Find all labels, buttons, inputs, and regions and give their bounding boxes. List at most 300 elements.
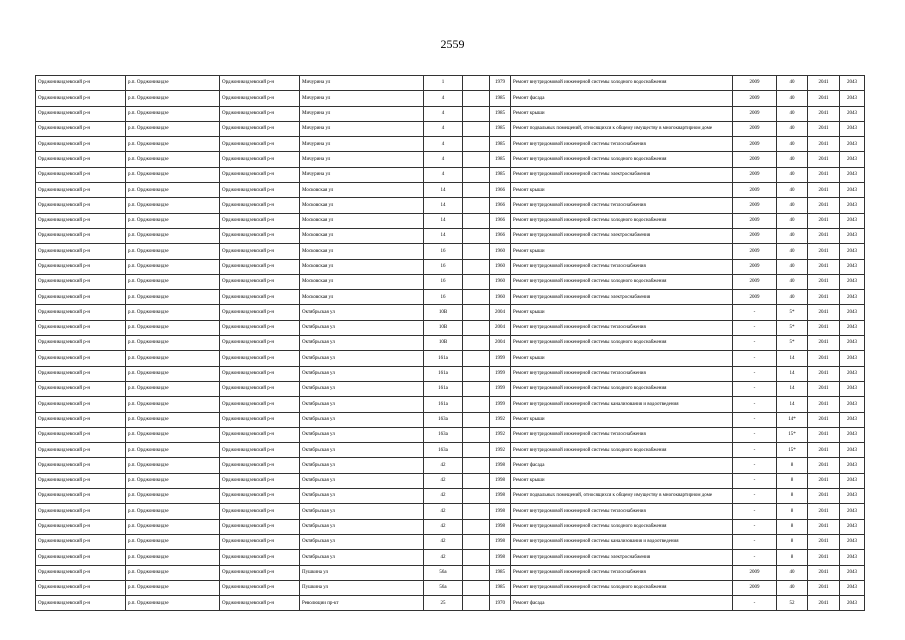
district-cell: Орджоникидзевский р-н [36, 397, 126, 412]
municipality-cell: Орджоникидзевский р-н [220, 244, 300, 259]
district-cell: Орджоникидзевский р-н [36, 580, 126, 595]
house-number-cell: 10В [424, 320, 463, 335]
house-number-cell: 4 [424, 137, 463, 152]
planned-start-year-cell: 2041 [808, 580, 840, 595]
district-cell: Орджоникидзевский р-н [36, 336, 126, 351]
build-year-cell: 1992 [490, 443, 511, 458]
settlement-cell: р.п. Орджоникидзе [126, 76, 220, 91]
planned-start-year-cell: 2041 [808, 305, 840, 320]
work-type-cell: Ремонт внутридомовой инженерной системы холодного водоснабжения [511, 443, 733, 458]
municipality-cell: Орджоникидзевский р-н [220, 580, 300, 595]
extra-cell [463, 458, 490, 473]
table-row [36, 412, 865, 427]
build-year-cell: 1970 [490, 596, 511, 611]
service-term-cell: 40 [777, 76, 808, 91]
house-number-cell: 16 [424, 274, 463, 289]
work-type-cell: Ремонт внутридомовой инженерной системы холодного водоснабжения [511, 274, 733, 289]
extra-cell [463, 565, 490, 580]
table-row [36, 274, 865, 289]
service-term-cell: 40 [777, 213, 808, 228]
planned-end-year-cell: 2043 [840, 504, 865, 519]
settlement-cell: р.п. Орджоникидзе [126, 489, 220, 504]
district-cell: Орджоникидзевский р-н [36, 106, 126, 121]
street-cell: Мичурина ул [300, 76, 424, 91]
settlement-cell: р.п. Орджоникидзе [126, 412, 220, 427]
build-year-cell: 1966 [490, 213, 511, 228]
page-number: 2559 [440, 37, 465, 51]
work-type-cell: Ремонт подвальных помещений, относящихся к общему имуществу в многоквартирном доме [511, 489, 733, 504]
service-term-cell: 40 [777, 167, 808, 182]
table-row [36, 427, 865, 442]
planned-end-year-cell: 2043 [840, 76, 865, 91]
service-term-cell: 14 [777, 366, 808, 381]
district-cell: Орджоникидзевский р-н [36, 534, 126, 549]
municipality-cell: Орджоникидзевский р-н [220, 427, 300, 442]
house-number-cell: 42 [424, 534, 463, 549]
table-row [36, 137, 865, 152]
settlement-cell: р.п. Орджоникидзе [126, 106, 220, 121]
build-year-cell: 2004 [490, 320, 511, 335]
extra-cell [463, 152, 490, 167]
house-number-cell: 161а [424, 351, 463, 366]
last-repair-year-cell: 2009 [733, 76, 777, 91]
build-year-cell: 1998 [490, 550, 511, 565]
work-type-cell: Ремонт внутридомовой инженерной системы холодного водоснабжения [511, 381, 733, 396]
table-row [36, 550, 865, 565]
house-number-cell: 16 [424, 290, 463, 305]
extra-cell [463, 183, 490, 198]
settlement-cell: р.п. Орджоникидзе [126, 458, 220, 473]
planned-start-year-cell: 2041 [808, 167, 840, 182]
last-repair-year-cell: 2009 [733, 213, 777, 228]
planned-start-year-cell: 2041 [808, 504, 840, 519]
house-number-cell: 42 [424, 458, 463, 473]
last-repair-year-cell: - [733, 489, 777, 504]
build-year-cell: 1985 [490, 121, 511, 136]
build-year-cell: 2004 [490, 336, 511, 351]
settlement-cell: р.п. Орджоникидзе [126, 351, 220, 366]
planned-start-year-cell: 2041 [808, 489, 840, 504]
settlement-cell: р.п. Орджоникидзе [126, 274, 220, 289]
settlement-cell: р.п. Орджоникидзе [126, 519, 220, 534]
street-cell: Октябрьская ул [300, 427, 424, 442]
planned-start-year-cell: 2041 [808, 351, 840, 366]
street-cell: Московская ул [300, 183, 424, 198]
district-cell: Орджоникидзевский р-н [36, 183, 126, 198]
work-type-cell: Ремонт крыши [511, 305, 733, 320]
street-cell: Октябрьская ул [300, 443, 424, 458]
planned-end-year-cell: 2043 [840, 152, 865, 167]
house-number-cell: 14 [424, 198, 463, 213]
planned-end-year-cell: 2043 [840, 305, 865, 320]
municipality-cell: Орджоникидзевский р-н [220, 336, 300, 351]
last-repair-year-cell: - [733, 381, 777, 396]
service-term-cell: 5* [777, 305, 808, 320]
planned-start-year-cell: 2041 [808, 152, 840, 167]
last-repair-year-cell: 2009 [733, 106, 777, 121]
planned-end-year-cell: 2043 [840, 397, 865, 412]
planned-end-year-cell: 2043 [840, 213, 865, 228]
extra-cell [463, 274, 490, 289]
build-year-cell: 1998 [490, 504, 511, 519]
table-row [36, 381, 865, 396]
last-repair-year-cell: 2009 [733, 198, 777, 213]
last-repair-year-cell: - [733, 366, 777, 381]
work-type-cell: Ремонт внутридомовой инженерной системы теплоснабжения [511, 565, 733, 580]
build-year-cell: 2004 [490, 305, 511, 320]
table-row [36, 259, 865, 274]
street-cell: Московская ул [300, 198, 424, 213]
house-number-cell: 161а [424, 397, 463, 412]
planned-start-year-cell: 2041 [808, 565, 840, 580]
district-cell: Орджоникидзевский р-н [36, 473, 126, 488]
municipality-cell: Орджоникидзевский р-н [220, 137, 300, 152]
build-year-cell: 1985 [490, 580, 511, 595]
municipality-cell: Орджоникидзевский р-н [220, 381, 300, 396]
planned-start-year-cell: 2041 [808, 213, 840, 228]
planned-end-year-cell: 2043 [840, 183, 865, 198]
municipality-cell: Орджоникидзевский р-н [220, 565, 300, 580]
settlement-cell: р.п. Орджоникидзе [126, 550, 220, 565]
last-repair-year-cell: - [733, 519, 777, 534]
municipality-cell: Орджоникидзевский р-н [220, 121, 300, 136]
district-cell: Орджоникидзевский р-н [36, 167, 126, 182]
municipality-cell: Орджоникидзевский р-н [220, 443, 300, 458]
table-row [36, 167, 865, 182]
build-year-cell: 1998 [490, 519, 511, 534]
settlement-cell: р.п. Орджоникидзе [126, 305, 220, 320]
build-year-cell: 1999 [490, 381, 511, 396]
district-cell: Орджоникидзевский р-н [36, 458, 126, 473]
planned-end-year-cell: 2043 [840, 274, 865, 289]
house-number-cell: 161а [424, 381, 463, 396]
work-type-cell: Ремонт внутридомовой инженерной системы холодного водоснабжения [511, 152, 733, 167]
last-repair-year-cell: - [733, 351, 777, 366]
house-number-cell: 4 [424, 167, 463, 182]
planned-end-year-cell: 2043 [840, 550, 865, 565]
planned-start-year-cell: 2041 [808, 320, 840, 335]
planned-start-year-cell: 2041 [808, 519, 840, 534]
municipality-cell: Орджоникидзевский р-н [220, 458, 300, 473]
street-cell: Московская ул [300, 213, 424, 228]
table-body [36, 76, 865, 611]
planned-end-year-cell: 2043 [840, 336, 865, 351]
district-cell: Орджоникидзевский р-н [36, 76, 126, 91]
build-year-cell: 1998 [490, 473, 511, 488]
work-type-cell: Ремонт внутридомовой инженерной системы электроснабжения [511, 550, 733, 565]
planned-start-year-cell: 2041 [808, 366, 840, 381]
service-term-cell: 15* [777, 427, 808, 442]
planned-start-year-cell: 2041 [808, 106, 840, 121]
last-repair-year-cell: 2009 [733, 152, 777, 167]
table-row [36, 106, 865, 121]
extra-cell [463, 198, 490, 213]
settlement-cell: р.п. Орджоникидзе [126, 381, 220, 396]
last-repair-year-cell: 2009 [733, 580, 777, 595]
repair-schedule-table [35, 75, 865, 611]
district-cell: Орджоникидзевский р-н [36, 565, 126, 580]
municipality-cell: Орджоникидзевский р-н [220, 519, 300, 534]
last-repair-year-cell: - [733, 534, 777, 549]
last-repair-year-cell: - [733, 397, 777, 412]
last-repair-year-cell: - [733, 427, 777, 442]
house-number-cell: 163а [424, 412, 463, 427]
work-type-cell: Ремонт крыши [511, 412, 733, 427]
planned-start-year-cell: 2041 [808, 137, 840, 152]
service-term-cell: 40 [777, 106, 808, 121]
table-row [36, 565, 865, 580]
district-cell: Орджоникидзевский р-н [36, 412, 126, 427]
extra-cell [463, 489, 490, 504]
settlement-cell: р.п. Орджоникидзе [126, 137, 220, 152]
settlement-cell: р.п. Орджоникидзе [126, 167, 220, 182]
extra-cell [463, 91, 490, 106]
district-cell: Орджоникидзевский р-н [36, 91, 126, 106]
extra-cell [463, 305, 490, 320]
planned-end-year-cell: 2043 [840, 106, 865, 121]
settlement-cell: р.п. Орджоникидзе [126, 427, 220, 442]
street-cell: Октябрьская ул [300, 305, 424, 320]
planned-end-year-cell: 2043 [840, 167, 865, 182]
house-number-cell: 161а [424, 366, 463, 381]
planned-start-year-cell: 2041 [808, 76, 840, 91]
work-type-cell: Ремонт внутридомовой инженерной системы теплоснабжения [511, 198, 733, 213]
table-row [36, 473, 865, 488]
service-term-cell: 8 [777, 534, 808, 549]
last-repair-year-cell: 2009 [733, 183, 777, 198]
settlement-cell: р.п. Орджоникидзе [126, 213, 220, 228]
settlement-cell: р.п. Орджоникидзе [126, 152, 220, 167]
house-number-cell: 42 [424, 519, 463, 534]
table-row [36, 290, 865, 305]
district-cell: Орджоникидзевский р-н [36, 137, 126, 152]
last-repair-year-cell: - [733, 320, 777, 335]
build-year-cell: 1999 [490, 366, 511, 381]
work-type-cell: Ремонт внутридомовой инженерной системы холодного водоснабжения [511, 336, 733, 351]
service-term-cell: 8 [777, 489, 808, 504]
street-cell: Пушкина ул [300, 565, 424, 580]
service-term-cell: 8 [777, 550, 808, 565]
municipality-cell: Орджоникидзевский р-н [220, 198, 300, 213]
municipality-cell: Орджоникидзевский р-н [220, 228, 300, 243]
table-row [36, 443, 865, 458]
extra-cell [463, 244, 490, 259]
last-repair-year-cell: 2009 [733, 228, 777, 243]
service-term-cell: 8 [777, 504, 808, 519]
district-cell: Орджоникидзевский р-н [36, 596, 126, 611]
work-type-cell: Ремонт внутридомовой инженерной системы теплоснабжения [511, 366, 733, 381]
table-row [36, 152, 865, 167]
table-row [36, 351, 865, 366]
work-type-cell: Ремонт внутридомовой инженерной системы холодного водоснабжения [511, 213, 733, 228]
settlement-cell: р.п. Орджоникидзе [126, 228, 220, 243]
table-row [36, 228, 865, 243]
settlement-cell: р.п. Орджоникидзе [126, 91, 220, 106]
planned-start-year-cell: 2041 [808, 473, 840, 488]
street-cell: Октябрьская ул [300, 412, 424, 427]
planned-end-year-cell: 2043 [840, 228, 865, 243]
street-cell: Октябрьская ул [300, 519, 424, 534]
work-type-cell: Ремонт крыши [511, 183, 733, 198]
settlement-cell: р.п. Орджоникидзе [126, 320, 220, 335]
extra-cell [463, 76, 490, 91]
planned-end-year-cell: 2043 [840, 244, 865, 259]
house-number-cell: 163а [424, 443, 463, 458]
district-cell: Орджоникидзевский р-н [36, 259, 126, 274]
extra-cell [463, 290, 490, 305]
table-row [36, 458, 865, 473]
build-year-cell: 1992 [490, 427, 511, 442]
planned-start-year-cell: 2041 [808, 274, 840, 289]
planned-end-year-cell: 2043 [840, 351, 865, 366]
district-cell: Орджоникидзевский р-н [36, 443, 126, 458]
service-term-cell: 40 [777, 565, 808, 580]
municipality-cell: Орджоникидзевский р-н [220, 504, 300, 519]
planned-end-year-cell: 2043 [840, 427, 865, 442]
last-repair-year-cell: 2009 [733, 290, 777, 305]
work-type-cell: Ремонт внутридомовой инженерной системы канализования и водоотведения [511, 397, 733, 412]
extra-cell [463, 366, 490, 381]
planned-start-year-cell: 2041 [808, 336, 840, 351]
service-term-cell: 8 [777, 473, 808, 488]
build-year-cell: 1966 [490, 198, 511, 213]
planned-end-year-cell: 2043 [840, 381, 865, 396]
planned-end-year-cell: 2043 [840, 443, 865, 458]
work-type-cell: Ремонт фасада [511, 91, 733, 106]
build-year-cell: 1960 [490, 274, 511, 289]
build-year-cell: 1999 [490, 351, 511, 366]
district-cell: Орджоникидзевский р-н [36, 244, 126, 259]
work-type-cell: Ремонт крыши [511, 244, 733, 259]
table-row [36, 489, 865, 504]
street-cell: Октябрьская ул [300, 550, 424, 565]
service-term-cell: 14 [777, 397, 808, 412]
district-cell: Орджоникидзевский р-н [36, 290, 126, 305]
settlement-cell: р.п. Орджоникидзе [126, 473, 220, 488]
street-cell: Мичурина ул [300, 91, 424, 106]
table-row [36, 198, 865, 213]
house-number-cell: 16 [424, 244, 463, 259]
settlement-cell: р.п. Орджоникидзе [126, 198, 220, 213]
district-cell: Орджоникидзевский р-н [36, 228, 126, 243]
municipality-cell: Орджоникидзевский р-н [220, 596, 300, 611]
street-cell: Октябрьская ул [300, 458, 424, 473]
district-cell: Орджоникидзевский р-н [36, 381, 126, 396]
service-term-cell: 40 [777, 290, 808, 305]
planned-start-year-cell: 2041 [808, 550, 840, 565]
settlement-cell: р.п. Орджоникидзе [126, 397, 220, 412]
municipality-cell: Орджоникидзевский р-н [220, 91, 300, 106]
settlement-cell: р.п. Орджоникидзе [126, 259, 220, 274]
street-cell: Мичурина ул [300, 167, 424, 182]
work-type-cell: Ремонт внутридомовой инженерной системы электроснабжения [511, 290, 733, 305]
planned-start-year-cell: 2041 [808, 458, 840, 473]
table-row [36, 596, 865, 611]
district-cell: Орджоникидзевский р-н [36, 213, 126, 228]
extra-cell [463, 580, 490, 595]
planned-start-year-cell: 2041 [808, 259, 840, 274]
settlement-cell: р.п. Орджоникидзе [126, 504, 220, 519]
planned-end-year-cell: 2043 [840, 489, 865, 504]
municipality-cell: Орджоникидзевский р-н [220, 259, 300, 274]
street-cell: Октябрьская ул [300, 366, 424, 381]
street-cell: Октябрьская ул [300, 489, 424, 504]
street-cell: Революции пр-кт [300, 596, 424, 611]
planned-start-year-cell: 2041 [808, 397, 840, 412]
planned-end-year-cell: 2043 [840, 596, 865, 611]
house-number-cell: 4 [424, 152, 463, 167]
district-cell: Орджоникидзевский р-н [36, 550, 126, 565]
service-term-cell: 52 [777, 596, 808, 611]
work-type-cell: Ремонт внутридомовой инженерной системы теплоснабжения [511, 137, 733, 152]
last-repair-year-cell: - [733, 412, 777, 427]
table-row [36, 121, 865, 136]
last-repair-year-cell: 2009 [733, 244, 777, 259]
extra-cell [463, 504, 490, 519]
table-row [36, 366, 865, 381]
work-type-cell: Ремонт крыши [511, 473, 733, 488]
planned-end-year-cell: 2043 [840, 412, 865, 427]
street-cell: Октябрьская ул [300, 473, 424, 488]
work-type-cell: Ремонт внутридомовой инженерной системы холодного водоснабжения [511, 76, 733, 91]
service-term-cell: 14* [777, 412, 808, 427]
table-row [36, 534, 865, 549]
service-term-cell: 40 [777, 183, 808, 198]
table-row [36, 397, 865, 412]
last-repair-year-cell: 2009 [733, 274, 777, 289]
district-cell: Орджоникидзевский р-н [36, 504, 126, 519]
planned-end-year-cell: 2043 [840, 534, 865, 549]
street-cell: Московская ул [300, 228, 424, 243]
last-repair-year-cell: 2009 [733, 167, 777, 182]
extra-cell [463, 336, 490, 351]
house-number-cell: 14 [424, 228, 463, 243]
work-type-cell: Ремонт фасада [511, 596, 733, 611]
extra-cell [463, 259, 490, 274]
settlement-cell: р.п. Орджоникидзе [126, 596, 220, 611]
planned-end-year-cell: 2043 [840, 137, 865, 152]
district-cell: Орджоникидзевский р-н [36, 198, 126, 213]
table-row [36, 336, 865, 351]
work-type-cell: Ремонт подвальных помещений, относящихся к общему имуществу в многоквартирном доме [511, 121, 733, 136]
last-repair-year-cell: 2009 [733, 259, 777, 274]
district-cell: Орджоникидзевский р-н [36, 305, 126, 320]
table-row [36, 244, 865, 259]
service-term-cell: 8 [777, 458, 808, 473]
municipality-cell: Орджоникидзевский р-н [220, 412, 300, 427]
last-repair-year-cell: - [733, 473, 777, 488]
settlement-cell: р.п. Орджоникидзе [126, 290, 220, 305]
build-year-cell: 1960 [490, 290, 511, 305]
settlement-cell: р.п. Орджоникидзе [126, 565, 220, 580]
build-year-cell: 1985 [490, 565, 511, 580]
extra-cell [463, 473, 490, 488]
build-year-cell: 1966 [490, 228, 511, 243]
settlement-cell: р.п. Орджоникидзе [126, 121, 220, 136]
municipality-cell: Орджоникидзевский р-н [220, 320, 300, 335]
district-cell: Орджоникидзевский р-н [36, 121, 126, 136]
table-row [36, 320, 865, 335]
service-term-cell: 40 [777, 137, 808, 152]
service-term-cell: 40 [777, 121, 808, 136]
service-term-cell: 40 [777, 259, 808, 274]
service-term-cell: 40 [777, 152, 808, 167]
planned-end-year-cell: 2043 [840, 259, 865, 274]
table-row [36, 305, 865, 320]
street-cell: Московская ул [300, 274, 424, 289]
planned-start-year-cell: 2041 [808, 183, 840, 198]
house-number-cell: 10В [424, 305, 463, 320]
